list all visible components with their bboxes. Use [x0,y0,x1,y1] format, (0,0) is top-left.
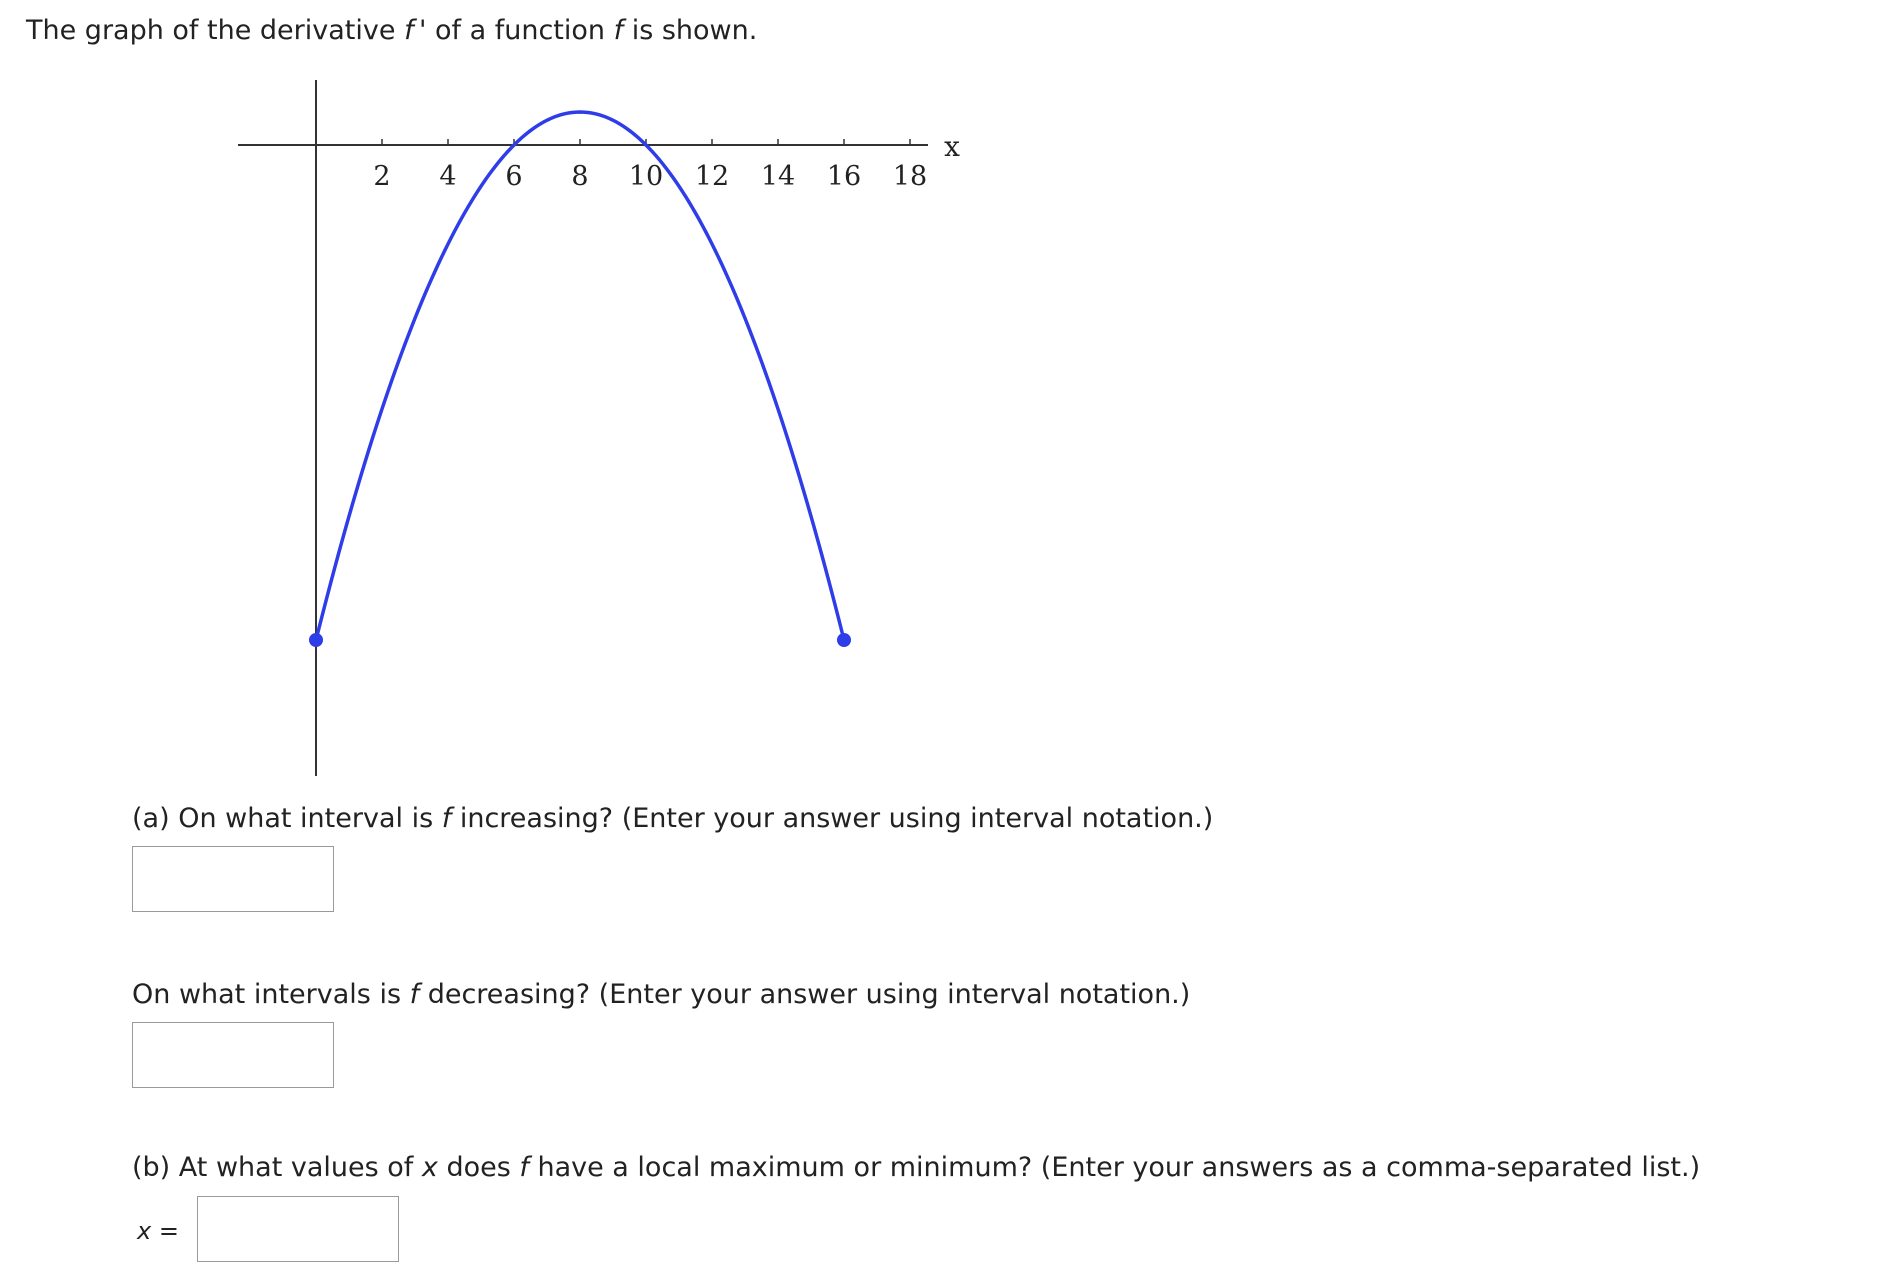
question-a-text: increasing? (Enter your answer using interval notation.) [451,803,1214,834]
question-b-variable: x [421,1152,438,1183]
statement-middle: of a function [426,15,614,46]
x-tick-label-8: 8 [571,161,589,192]
statement-prefix: The graph of the derivative [26,15,405,46]
question-a-function-symbol: f [441,803,452,834]
question-decreasing-label: On what intervals is [132,979,410,1010]
x-equals-label [137,1216,179,1246]
question-b-text: have a local maximum or minimum? (Enter your answers as a comma-separated list.) [528,1152,1701,1183]
x-tick-label-2: 2 [373,161,391,192]
decreasing-interval-input[interactable] [132,1022,334,1088]
x-tick-label-14: 14 [760,161,796,192]
x-tick-label-4: 4 [439,161,457,192]
x-tick-label-12: 12 [694,161,730,192]
x-tick-label-16: 16 [826,161,862,192]
curve-endpoint-0 [309,633,323,647]
question-b-label: (b) At what values of [132,1152,422,1183]
x-equals-sign: = [151,1217,179,1245]
function-symbol: f [613,15,624,46]
question-decreasing-function-symbol: f [409,979,420,1010]
extrema-values-input[interactable] [197,1196,399,1262]
increasing-interval-input[interactable] [132,846,334,912]
question-decreasing-text: decreasing? (Enter your answer using interval notation.) [419,979,1191,1010]
question-decreasing [132,978,1190,1012]
question-a-label: (a) On what interval is [132,803,442,834]
question-b [132,1151,1700,1185]
derivative-symbol: f ' [404,15,427,46]
x-equals-variable: x [137,1217,152,1245]
x-axis-label: x [944,130,960,163]
question-a [132,802,1213,836]
x-tick-label-10: 10 [628,161,664,192]
question-b-middle: does [437,1152,520,1183]
statement-suffix: is shown. [623,15,758,46]
x-tick-label-6: 6 [505,161,523,192]
question-b-function-symbol: f [519,1152,529,1183]
x-tick-label-18: 18 [892,161,928,192]
graph-curve [309,112,851,647]
curve-endpoint-1 [837,633,851,647]
